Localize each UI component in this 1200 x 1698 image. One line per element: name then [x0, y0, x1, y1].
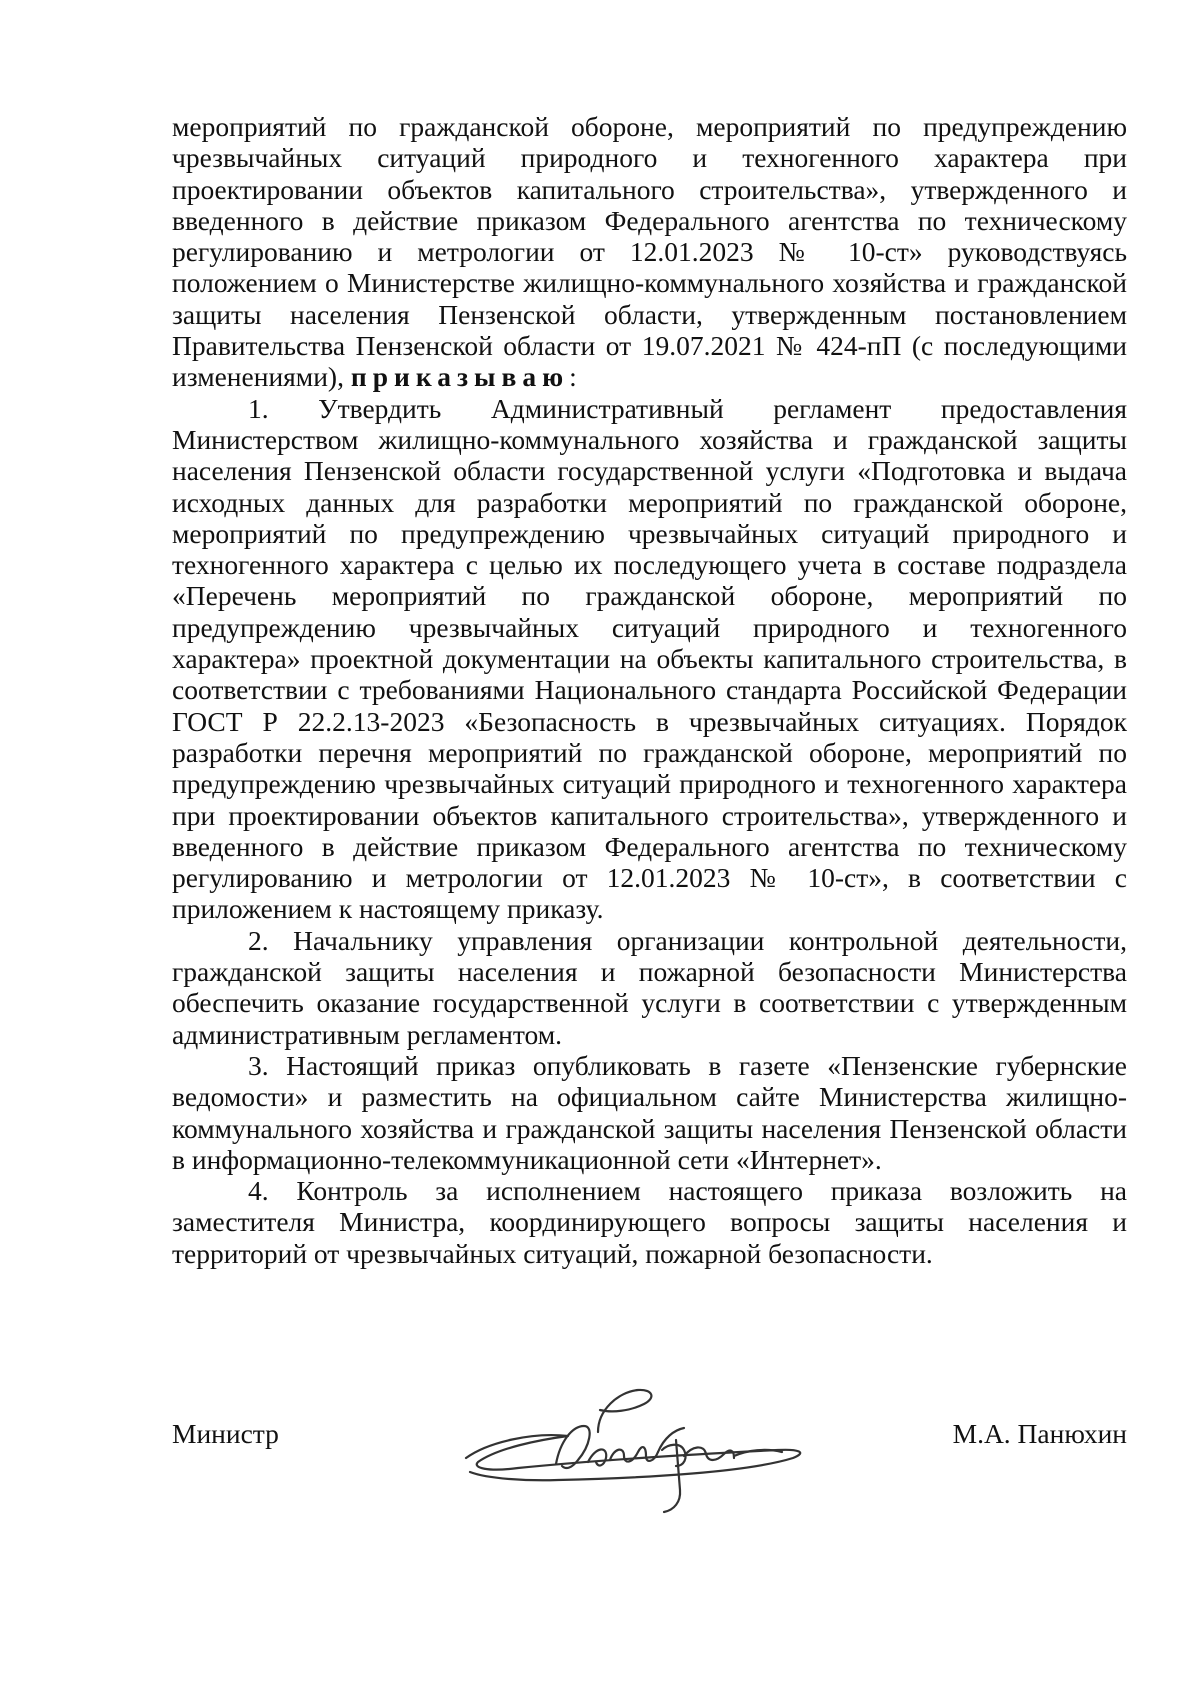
signature-block — [172, 1418, 1127, 1538]
order-item-2: 2. Начальнику управления организации контрольной деятельности, гражданской защиты населения и пожарной безопасности Министерства обеспечить оказание государственной услуги в соответствии с утвержденным административным регламентом. — [172, 924, 1127, 1050]
signatory-title: Министр — [172, 1418, 279, 1449]
document-body — [172, 111, 1127, 1269]
order-word: приказываю — [350, 361, 570, 393]
order-item-3: 3. Настоящий приказ опубликовать в газете «Пензенские губернские ведомости» и разместить на официальном сайте Министерства жилищно-коммунального хозяйства и гражданской защиты населения Пензенской области в информационно-телекоммуникационной сети «Интернет». — [172, 1049, 1127, 1175]
intro-paragraph — [172, 111, 1127, 393]
order-item-4: 4. Контроль за исполнением настоящего приказа возложить на заместителя Министра, координирующего вопросы защиты населения и территорий от чрезвычайных ситуаций, пожарной безопасности. — [172, 1175, 1127, 1269]
order-colon: : — [569, 361, 577, 393]
order-item-1: 1. Утвердить Административный регламент предоставления Министерством жилищно-коммунального хозяйства и гражданской защиты населения Пензенской области государственной услуги «Подготовка и выдача исходных данных для разработки мероприятий по гражданской обороне, мероприятий по предупреждению чрезвычайных ситуаций природного и техногенного характера с целью их последующего учета в составе подраздела «Перечень мероприятий по гражданской обороне, мероприятий по предупреждению чрезвычайных ситуаций природного и техногенного характера» проектной документации на объекты капитального строительства, в соответствии с требованиями Национального стандарта Российской Федерации ГОСТ Р 22.2.13-2023 «Безопасность в чрезвычайных ситуациях. Порядок разработки перечня мероприятий по гражданской обороне, мероприятий по предупреждению чрезвычайных ситуаций природного и техногенного характера при проектировании объектов капитального строительства», утвержденного и введенного в действие приказом Федерального агентства по техническому регулированию и метрологии от 12.01.2023 № 10-ст», в соответствии с приложением к настоящему приказу. — [172, 392, 1127, 925]
signatory-name: М.А. Панюхин — [952, 1418, 1127, 1449]
intro-text: мероприятий по гражданской обороне, мероприятий по предупреждению чрезвычайных ситуаций природного и техногенного характера при проектировании объектов капитального строительства», утвержденного и введенного в действие приказом Федерального агентства по техническому регулированию и метрологии от 12.01.2023 № 10-ст» руководствуясь положением о Министерстве жилищно-коммунального хозяйства и гражданской защиты населения Пензенской области, утвержденным постановлением Правительства Пензенской области от 19.07.2021 № 424-пП (с последующими изменениями), — [172, 111, 1127, 393]
